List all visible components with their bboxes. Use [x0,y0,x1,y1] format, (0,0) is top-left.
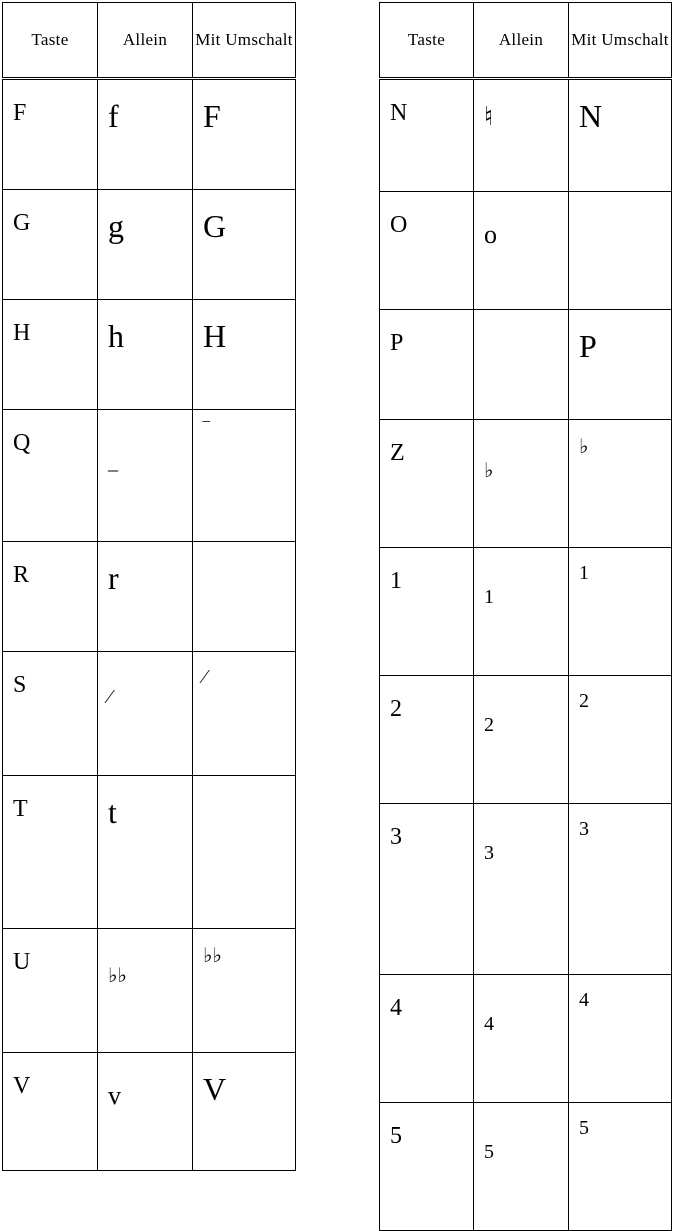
alone-cell: _ [98,410,193,542]
table-row [3,929,296,1053]
alone-cell: ♭ [474,420,569,548]
shift-cell: ‾ [193,410,296,542]
table-row [380,420,672,548]
key-cell: T [3,776,98,929]
shift-cell: 4 [569,975,672,1103]
key-cell: V [3,1053,98,1171]
alone-cell: 5 [474,1103,569,1231]
alone-cell: 4 [474,975,569,1103]
key-cell: 1 [380,548,474,676]
shift-cell: N [569,79,672,192]
header-taste: Taste [380,3,474,79]
shift-cell: 1 [569,548,672,676]
table-row [380,548,672,676]
table-row [3,300,296,410]
key-cell: H [3,300,98,410]
table-row [3,652,296,776]
header-mit-umschalt: Mit Umschalt [193,3,296,79]
shift-cell: H [193,300,296,410]
key-cell: 5 [380,1103,474,1231]
alone-cell: v [98,1053,193,1171]
shift-cell [569,192,672,310]
table-row [3,776,296,929]
table-row [3,1053,296,1171]
table-row [3,542,296,652]
shift-cell [193,542,296,652]
shift-cell: ♭ [569,420,672,548]
header-allein: Allein [474,3,569,79]
key-table-right [379,2,672,1231]
key-cell: S [3,652,98,776]
table-row [380,676,672,804]
key-cell: 3 [380,804,474,975]
alone-cell: 1 [474,548,569,676]
key-table-left [2,2,296,1171]
shift-cell: F [193,79,296,190]
alone-cell: 3 [474,804,569,975]
key-cell: Q [3,410,98,542]
alone-cell: r [98,542,193,652]
shift-cell: P [569,310,672,420]
key-cell: 2 [380,676,474,804]
alone-cell: ♮ [474,79,569,192]
shift-cell: 5 [569,1103,672,1231]
alone-cell: f [98,79,193,190]
shift-cell: V [193,1053,296,1171]
key-cell: 4 [380,975,474,1103]
table-row [380,1103,672,1231]
table-row [3,79,296,190]
shift-cell: 3 [569,804,672,975]
key-cell: O [380,192,474,310]
alone-cell: h [98,300,193,410]
alone-cell: 2 [474,676,569,804]
alone-cell: g [98,190,193,300]
header-allein: Allein [98,3,193,79]
alone-cell: o [474,192,569,310]
key-cell: N [380,79,474,192]
table-row [3,190,296,300]
shift-cell [193,776,296,929]
table-row [380,804,672,975]
key-cell: G [3,190,98,300]
shift-cell: 2 [569,676,672,804]
header-taste: Taste [3,3,98,79]
table-row [380,975,672,1103]
alone-cell: t [98,776,193,929]
key-cell: R [3,542,98,652]
shift-cell: ♭♭ [193,929,296,1053]
alone-cell: ♭♭ [98,929,193,1053]
header-mit-umschalt: Mit Umschalt [569,3,672,79]
key-cell: F [3,79,98,190]
key-cell: P [380,310,474,420]
key-cell: Z [380,420,474,548]
table-row [3,410,296,542]
header-row [3,3,296,79]
key-cell: U [3,929,98,1053]
shift-cell: ⁄ [193,652,296,776]
table-row [380,79,672,192]
alone-cell: ⁄ [98,652,193,776]
header-row [380,3,672,79]
table-row [380,310,672,420]
shift-cell: G [193,190,296,300]
table-row [380,192,672,310]
alone-cell [474,310,569,420]
